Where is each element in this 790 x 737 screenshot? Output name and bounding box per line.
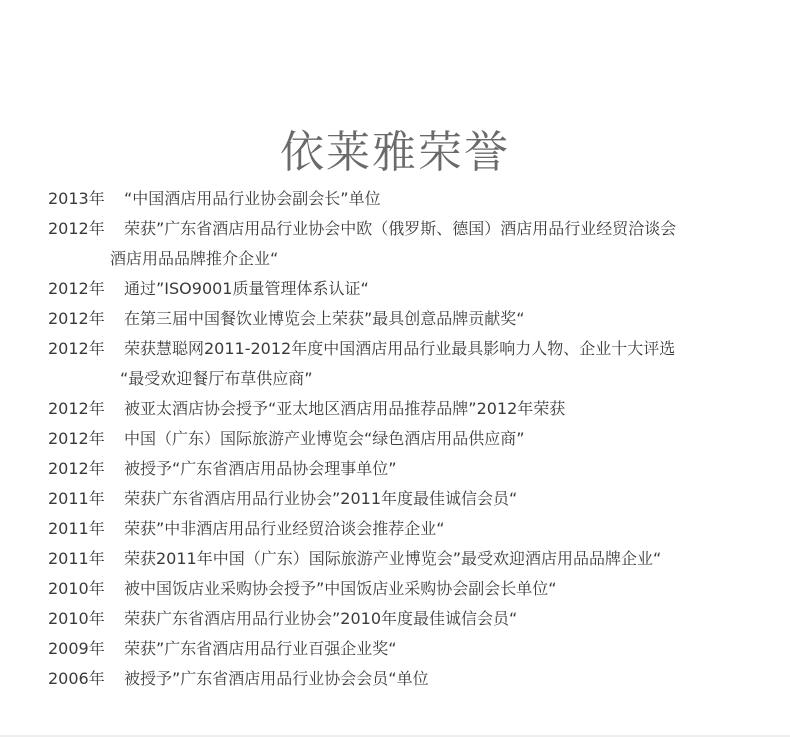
honor-item [48, 454, 778, 484]
honor-text: 荣获”广东省酒店用品行业协会中欧（俄罗斯、德国）酒店用品行业经贸洽谈会 [124, 219, 677, 238]
honor-item [48, 304, 778, 334]
honor-item [48, 274, 778, 304]
honor-text: 荣获广东省酒店用品行业协会”2010年度最佳诚信会员“ [124, 609, 518, 628]
honor-text: 通过”ISO9001质量管理体系认证“ [124, 279, 369, 298]
honor-year: 2006年 [48, 669, 105, 688]
honor-text-continued: “最受欢迎餐厅布草供应商” [120, 369, 313, 388]
page-title: 依莱雅荣誉 [280, 127, 510, 179]
honor-year: 2012年 [48, 309, 105, 328]
honor-year: 2012年 [48, 399, 105, 418]
honor-text: 在第三届中国餐饮业博览会上荣获”最具创意品牌贡献奖“ [124, 309, 525, 328]
honor-item [48, 634, 778, 664]
honor-text: “中国酒店用品行业协会副会长”单位 [124, 189, 381, 208]
honor-text: 荣获2011年中国（广东）国际旅游产业博览会”最受欢迎酒店用品品牌企业“ [124, 549, 662, 568]
honor-text: 荣获广东省酒店用品行业协会”2011年度最佳诚信会员“ [124, 489, 518, 508]
honor-year: 2011年 [48, 489, 105, 508]
honor-text: 荣获”中非酒店用品行业经贸洽谈会推荐企业“ [124, 519, 445, 538]
honor-item [48, 574, 778, 604]
honor-item [48, 214, 778, 244]
honor-text-continued: 酒店用品品牌推介企业“ [110, 249, 279, 268]
honor-item [48, 604, 778, 634]
honor-text: 荣获”广东省酒店用品行业百强企业奖“ [124, 639, 397, 658]
honor-year: 2012年 [48, 459, 105, 478]
honor-year: 2012年 [48, 429, 105, 448]
honors-list [48, 184, 778, 694]
honor-year: 2009年 [48, 639, 105, 658]
honor-item [48, 484, 778, 514]
honor-text: 中国（广东）国际旅游产业博览会“绿色酒店用品供应商” [124, 429, 525, 448]
honor-year: 2011年 [48, 519, 105, 538]
honor-item [48, 334, 778, 364]
honor-item [48, 394, 778, 424]
honor-item [48, 514, 778, 544]
honor-year: 2012年 [48, 279, 105, 298]
honor-year: 2013年 [48, 189, 105, 208]
honor-text: 被授予“广东省酒店用品协会理事单位” [124, 459, 397, 478]
honor-year: 2012年 [48, 339, 105, 358]
honor-item [48, 424, 778, 454]
honor-item [48, 184, 778, 214]
honor-text: 荣获慧聪网2011-2012年度中国酒店用品行业最具影响力人物、企业十大评选 [124, 339, 676, 358]
honor-text: 被授予”广东省酒店用品行业协会会员“单位 [124, 669, 429, 688]
honor-year: 2011年 [48, 549, 105, 568]
honor-text: 被亚太酒店协会授予“亚太地区酒店用品推荐品牌”2012年荣获 [124, 399, 566, 418]
honor-item [48, 544, 778, 574]
honor-year: 2010年 [48, 579, 105, 598]
honor-year: 2010年 [48, 609, 105, 628]
honor-year: 2012年 [48, 219, 105, 238]
honor-text: 被中国饭店业采购协会授予”中国饭店业采购协会副会长单位“ [124, 579, 557, 598]
honor-item [48, 664, 778, 694]
